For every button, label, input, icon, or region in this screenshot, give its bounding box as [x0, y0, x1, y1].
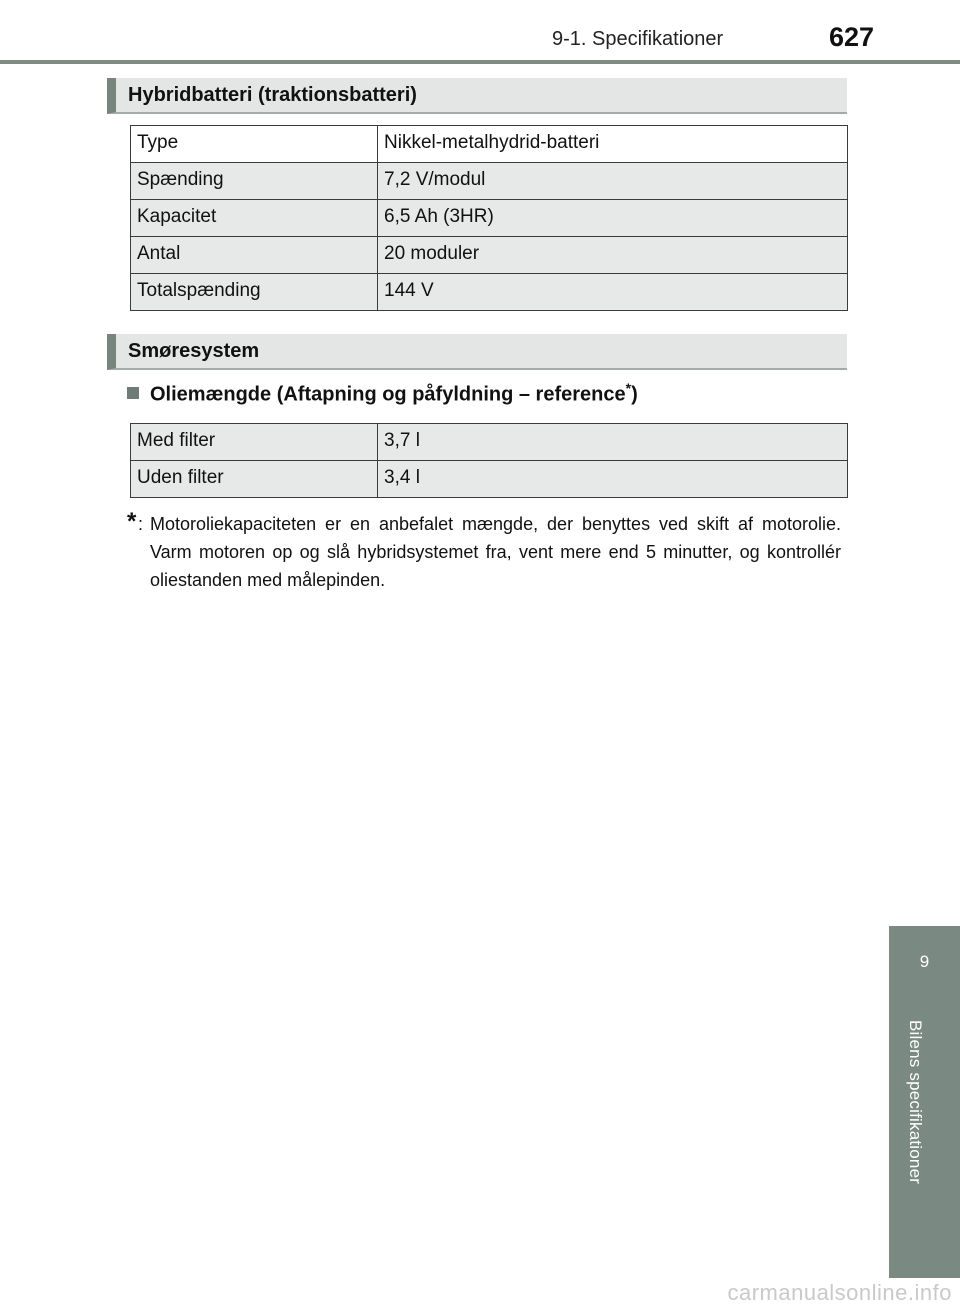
spec-value: 144 V — [378, 274, 848, 311]
hybrid-battery-title: Hybridbatteri (traktionsbatteri) — [128, 84, 417, 106]
footnote-text: Motoroliekapaciteten er en anbefalet mængde, der benyttes ved skift af motorolie. Varm motoren op og slå hybridsystemet fra, vent mere end 5 minutter, og kontrollér oliestanden med målepinden. — [150, 514, 841, 590]
spec-key: Totalspænding — [131, 274, 378, 311]
table-row — [131, 126, 848, 163]
chapter-label: Bilens specifikationer — [906, 1020, 925, 1185]
spec-value: 3,4 l — [378, 461, 848, 498]
section-title: 9-1. Specifikationer — [552, 28, 724, 50]
lubrication-heading — [107, 334, 847, 370]
footnote-colon: : — [138, 514, 144, 534]
header-divider — [0, 60, 960, 64]
spec-key: Uden filter — [131, 461, 378, 498]
spec-key: Kapacitet — [131, 200, 378, 237]
spec-value: 3,7 l — [378, 424, 848, 461]
chapter-tab — [889, 926, 960, 1008]
table-row — [131, 237, 848, 274]
table-row — [131, 274, 848, 311]
hybrid-battery-table — [130, 125, 848, 311]
oil-capacity-subheading — [127, 380, 638, 407]
spec-value: Nikkel-metalhydrid-batteri — [378, 126, 848, 163]
subheading-text: Oliemængde (Aftapning og påfyldning – reference — [150, 383, 626, 406]
spec-key: Med filter — [131, 424, 378, 461]
watermark: carmanualsonline.info — [727, 1280, 952, 1305]
footnote — [127, 510, 841, 594]
footnote-asterisk: * — [127, 508, 137, 535]
table-row — [131, 163, 848, 200]
subheading-close: ) — [631, 383, 638, 406]
hybrid-battery-heading — [107, 78, 847, 114]
spec-key: Antal — [131, 237, 378, 274]
spec-key: Type — [131, 126, 378, 163]
spec-value: 7,2 V/modul — [378, 163, 848, 200]
spec-value: 20 moduler — [378, 237, 848, 274]
chapter-number: 9 — [919, 952, 930, 971]
table-row — [131, 200, 848, 237]
oil-capacity-table — [130, 423, 848, 498]
asterisk-mark: * — [625, 380, 632, 396]
page-number: 627 — [829, 22, 875, 52]
table-row — [131, 461, 848, 498]
square-bullet-icon — [127, 387, 139, 399]
spec-value: 6,5 Ah (3HR) — [378, 200, 848, 237]
lubrication-title: Smøresystem — [128, 340, 260, 362]
table-row — [131, 424, 848, 461]
spec-key: Spænding — [131, 163, 378, 200]
